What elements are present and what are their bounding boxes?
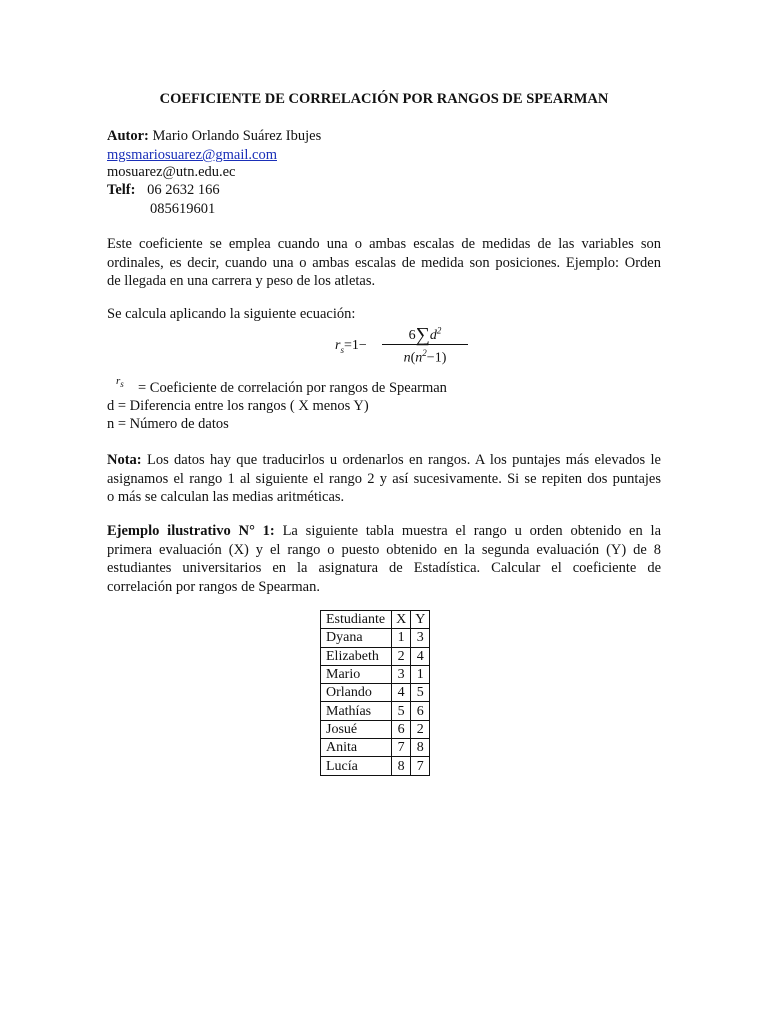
document-title: COEFICIENTE DE CORRELACIÓN POR RANGOS DE SPEARMAN: [159, 91, 609, 107]
table-row: [321, 757, 430, 775]
denominator-minus-one: −1: [426, 350, 442, 366]
table-header-row: [321, 611, 430, 629]
phone-number-2: 085619601: [150, 201, 216, 217]
example-line: correlación por rangos de Spearman.: [107, 578, 320, 595]
author-label: Autor:: [107, 128, 149, 144]
d-definition: d = Diferencia entre los rangos ( X menos Y): [107, 398, 369, 414]
table-header: Y: [411, 611, 430, 629]
table-cell: 5: [411, 684, 430, 702]
note-label: Nota:: [107, 452, 142, 468]
denominator-n: n: [403, 350, 411, 366]
example-paragraph: [107, 522, 661, 596]
table-cell: 5: [392, 702, 411, 720]
example-label: Ejemplo ilustrativo N° 1:: [107, 523, 275, 539]
table-cell: 4: [411, 647, 430, 665]
paren-close: ): [441, 350, 447, 366]
table-row: [321, 684, 430, 702]
table-header: Estudiante: [321, 611, 392, 629]
paren-open: (: [410, 350, 416, 366]
numerator-exp: 2: [436, 325, 442, 336]
phone-line-1: [107, 182, 220, 199]
table-cell: Mathías: [321, 702, 392, 720]
table-row: [321, 647, 430, 665]
example-line: estudiantes universitarios en la asignatura de Estadística. Calcular el coeficiente de: [107, 560, 661, 576]
table-cell: 6: [411, 702, 430, 720]
rs-sub: s: [120, 379, 124, 390]
table-cell: 1: [392, 629, 411, 647]
formula-denominator: [380, 348, 470, 367]
note-line: [107, 451, 661, 470]
table-row: [321, 739, 430, 757]
denominator-exp: 2: [422, 348, 427, 358]
table-header: X: [392, 611, 411, 629]
table-cell: Anita: [321, 739, 392, 757]
note-line: asignamos el rango 1 al siguiente el rango 2 y así sucesivamente. Si se repiten dos puntajes: [107, 470, 661, 487]
numerator-six: 6: [408, 328, 416, 343]
rs-symbol: [116, 375, 124, 389]
table-cell: 4: [392, 684, 411, 702]
table-cell: Lucía: [321, 757, 392, 775]
note-paragraph: [107, 451, 661, 507]
formula-lhs: [335, 338, 367, 355]
email-link[interactable]: mgsmariosuarez@gmail.com: [107, 147, 277, 163]
rs-r: r: [116, 375, 121, 387]
note-line-text: Los datos hay que traducirlos u ordenarlos en rangos. A los puntajes más elevados le: [141, 452, 661, 468]
formula-fraction: [380, 322, 470, 367]
email-line-2: mosuarez@utn.edu.ec: [107, 164, 236, 180]
denominator-inner-n: n: [415, 350, 423, 366]
phone-number-1: 06 2632 166: [147, 182, 220, 198]
table-cell: 7: [411, 757, 430, 775]
rs-definition: = Coeficiente de correlación por rangos de Spearman: [138, 380, 447, 396]
intro-paragraph: [107, 235, 661, 291]
table-cell: Josué: [321, 720, 392, 738]
table-cell: 3: [392, 665, 411, 683]
intro-line: ordinales, es decir, cuando una o ambas escalas de medida son posiciones. Ejemplo: Orden: [107, 254, 661, 271]
table-cell: 8: [392, 757, 411, 775]
formula-equals: =1−: [343, 338, 367, 353]
table-cell: 1: [411, 665, 430, 683]
author-name: Mario Orlando Suárez Ibujes: [152, 128, 322, 144]
table-cell: Dyana: [321, 629, 392, 647]
formula-numerator: [380, 322, 470, 344]
table-cell: 8: [411, 739, 430, 757]
table-cell: 2: [392, 647, 411, 665]
table-cell: 6: [392, 720, 411, 738]
intro-line: de llegada en una carrera y peso de los atletas.: [107, 273, 376, 289]
author-line: [107, 128, 321, 145]
numerator-d: d: [429, 328, 437, 343]
table-row: [321, 702, 430, 720]
equation-intro: Se calcula aplicando la siguiente ecuación:: [107, 306, 356, 322]
example-line: primera evaluación (X) y el rango o puesto obtenido en la segunda evaluación (Y) de 8: [107, 541, 661, 558]
email-line-1: [107, 147, 277, 164]
phone-label: Telf:: [107, 182, 136, 198]
table-cell: 3: [411, 629, 430, 647]
table-cell: Elizabeth: [321, 647, 392, 665]
n-definition: n = Número de datos: [107, 416, 229, 432]
sum-symbol: ∑: [415, 324, 430, 346]
table-row: [321, 665, 430, 683]
table-cell: 7: [392, 739, 411, 757]
ranks-table: [320, 610, 430, 776]
example-line: [107, 522, 661, 541]
table-row: [321, 629, 430, 647]
formula-r: r: [335, 338, 341, 353]
intro-line: Este coeficiente se emplea cuando una o ambas escalas de medidas de las variables son: [107, 236, 661, 252]
table-cell: 2: [411, 720, 430, 738]
table-row: [321, 720, 430, 738]
table-cell: Mario: [321, 665, 392, 683]
example-line-text: La siguiente tabla muestra el rango u orden obtenido en la: [274, 523, 661, 539]
formula-r-sub: s: [340, 344, 344, 355]
table-cell: Orlando: [321, 684, 392, 702]
note-line: o más se calculan las medias aritméticas.: [107, 489, 345, 505]
